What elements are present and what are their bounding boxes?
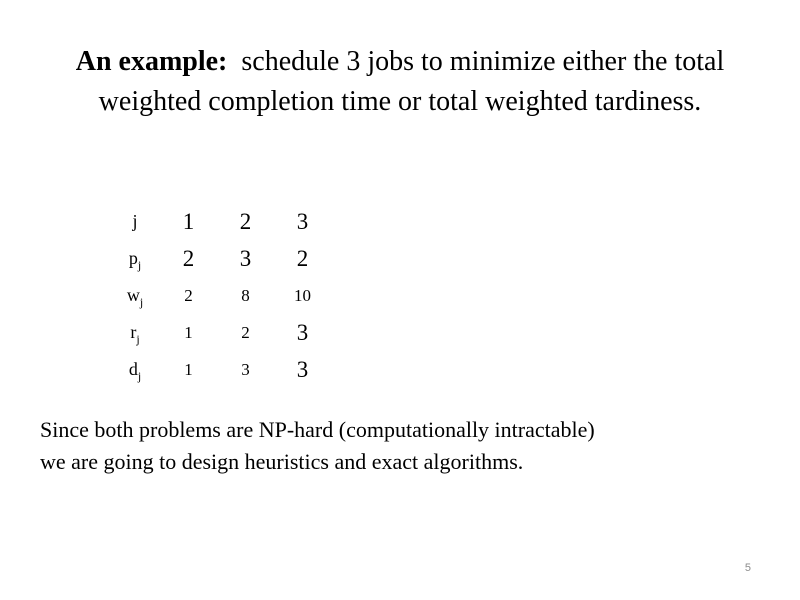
table-cell: 3: [296, 356, 309, 382]
table-cell: 2: [182, 245, 195, 271]
slide-title: [40, 42, 760, 122]
table-row-j: [110, 203, 331, 240]
table-row-p: [110, 240, 331, 277]
table-cell: 1: [184, 359, 193, 379]
row-label-d: $d_j$: [128, 359, 142, 383]
table-row-d: [110, 351, 331, 388]
body-text: [40, 414, 760, 478]
row-label-r: $r_j$: [130, 322, 140, 346]
table-cell: 3: [296, 208, 309, 234]
table-cell: 2: [184, 285, 193, 305]
table-row-r: [110, 314, 331, 351]
table-cell: 2: [296, 245, 309, 271]
table-cell: 2: [239, 208, 252, 234]
table-cell: 1: [184, 322, 193, 342]
title-lead: An example:: [75, 46, 228, 77]
table-cell: 8: [241, 285, 250, 305]
row-label-j: j: [132, 211, 138, 231]
jobs-table: [110, 203, 331, 388]
table-row-w: [110, 277, 331, 314]
row-label-w: $w_j$: [126, 285, 144, 309]
page-number: 5: [744, 562, 751, 574]
table-cell: 3: [239, 245, 252, 271]
table-cell: 3: [241, 359, 250, 379]
table-cell: 1: [182, 208, 195, 234]
table-cell: 2: [241, 322, 250, 342]
row-label-p: $p_j$: [128, 248, 142, 272]
body-line-2: we are going to design heuristics and exact algorithms.: [40, 449, 524, 474]
body-line-1: Since both problems are NP-hard (computationally intractable): [40, 417, 595, 442]
title-text: schedule 3 jobs to minimize either the total weighted completion time or total weighted tardiness.: [98, 46, 725, 117]
table-cell: 10: [294, 285, 311, 305]
table-cell: 3: [296, 319, 309, 345]
